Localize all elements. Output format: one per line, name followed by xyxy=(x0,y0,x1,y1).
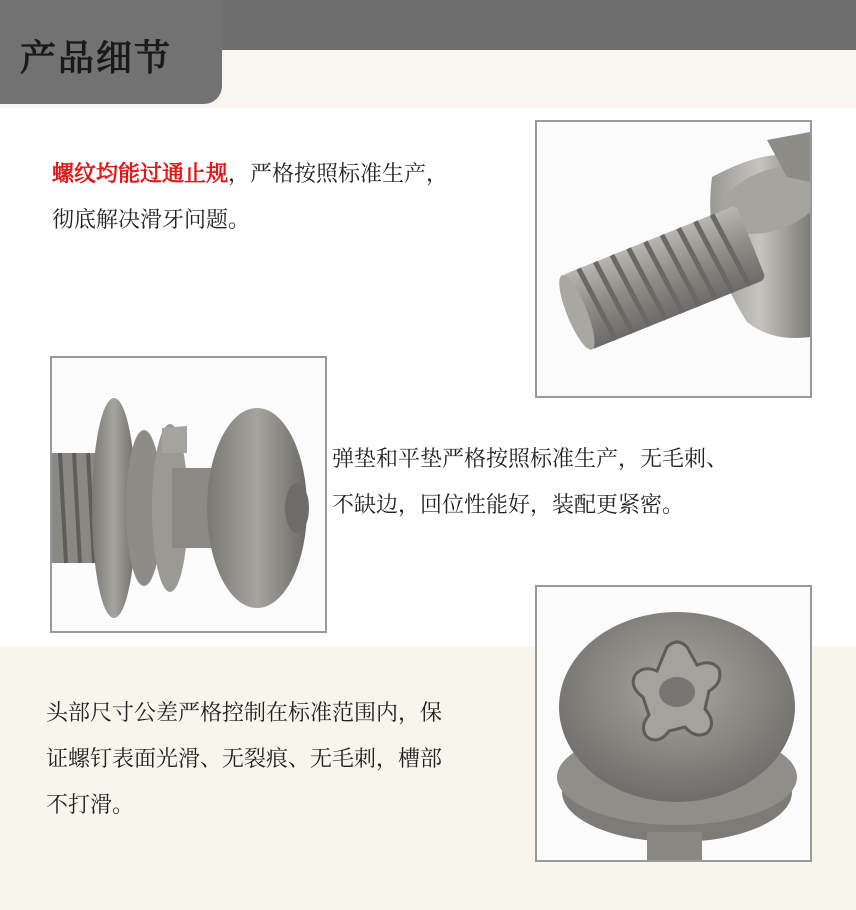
section-3-line-2: 证螺钉表面光滑、无裂痕、无毛刺，槽部 xyxy=(46,747,443,772)
section-2-line-1: 弹垫和平垫严格按照标准生产，无毛刺、 xyxy=(332,447,729,472)
section-3-line-3: 不打滑。 xyxy=(46,793,135,818)
torx-head-closeup-image xyxy=(535,585,812,862)
title-tab xyxy=(0,0,222,104)
page-title: 产品细节 xyxy=(20,38,173,79)
section-1-line-1: ，严格按照标准生产， xyxy=(228,162,449,187)
section-1-text xyxy=(52,152,532,244)
washer-closeup-image xyxy=(50,356,327,633)
section-2-line-2: 不缺边，回位性能好，装配更紧密。 xyxy=(332,493,685,518)
screw-thread-closeup-image xyxy=(535,120,812,398)
section-1-line-2: 彻底解决滑牙问题。 xyxy=(52,208,251,233)
section-3-line-1: 头部尺寸公差严格控制在标准范围内，保 xyxy=(46,701,443,726)
highlight-text: 螺纹均能过通止规 xyxy=(52,162,229,187)
section-3-text xyxy=(46,691,536,829)
section-2-text xyxy=(332,437,812,529)
